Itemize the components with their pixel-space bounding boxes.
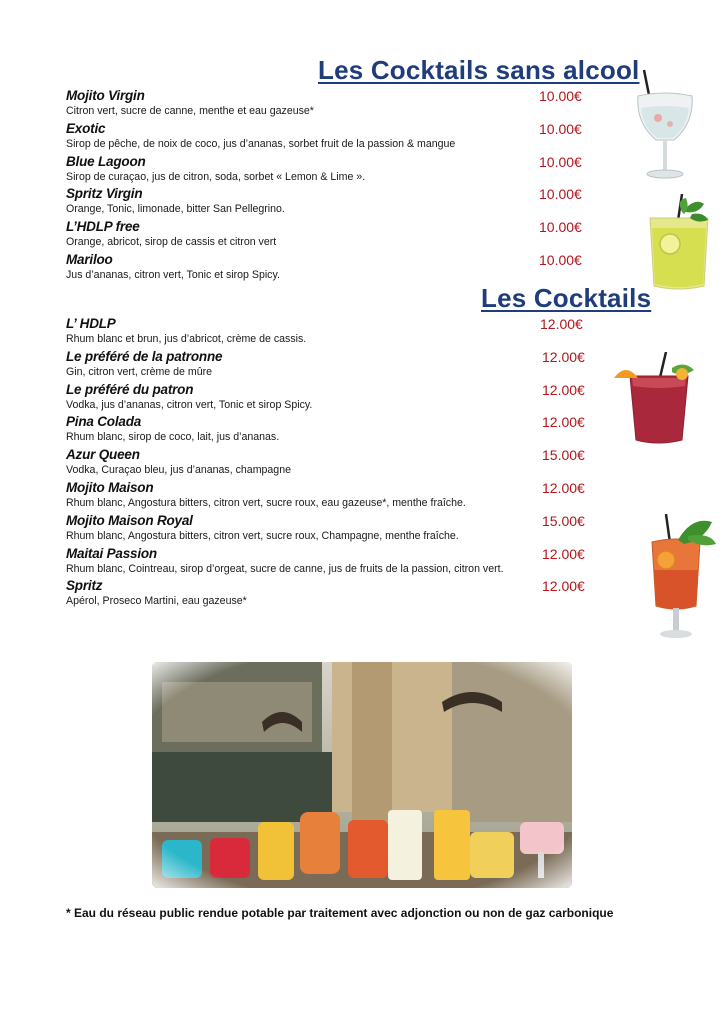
item-description: Rhum blanc, Angostura bitters, citron vert, sucre roux, Champagne, menthe fraîche. [66, 529, 459, 542]
footnote: * Eau du réseau public rendue potable par traitement avec adjonction ou non de gaz carbonique [66, 906, 614, 920]
item-price: 10.00€ [539, 251, 582, 268]
item-name: L’HDLP free [66, 219, 140, 235]
item-name: Mojito Maison [66, 479, 154, 495]
item-name: Mojito Maison Royal [66, 512, 193, 528]
menu-item [66, 88, 596, 121]
item-price: 15.00€ [542, 512, 585, 529]
item-price: 12.00€ [542, 348, 585, 365]
menu-item [66, 252, 596, 285]
menu-item [66, 154, 596, 187]
item-description: Jus d’ananas, citron vert, Tonic et sirop Spicy. [66, 268, 280, 281]
section-title-mocktails: Les Cocktails sans alcool [318, 55, 640, 85]
section-title-cocktails: Les Cocktails [481, 283, 652, 313]
item-name: Pina Colada [66, 414, 142, 430]
item-description: Apérol, Proseco Martini, eau gazeuse* [66, 595, 247, 608]
item-description: Orange, abricot, sirop de cassis et citron vert [66, 236, 277, 249]
item-name: Blue Lagoon [66, 153, 146, 169]
menu-item [66, 186, 596, 219]
red-cocktail-glass-image [612, 352, 698, 448]
item-name: Azur Queen [66, 447, 140, 463]
item-name: Le préféré du patron [66, 381, 194, 397]
item-price: 12.00€ [542, 479, 585, 496]
item-name: Mojito Virgin [66, 88, 145, 103]
item-description: Citron vert, sucre de canne, menthe et eau gazeuse* [66, 105, 314, 117]
item-description: Orange, Tonic, limonade, bitter San Pellegrino. [66, 203, 285, 216]
lemonade-mint-glass-image [646, 194, 712, 292]
item-name: L’ HDLP [66, 316, 116, 331]
mocktail-list [66, 88, 596, 285]
item-price: 10.00€ [539, 120, 582, 137]
menu-item [66, 414, 596, 447]
item-name: Le préféré de la patronne [66, 348, 223, 364]
item-price: 12.00€ [542, 414, 585, 431]
item-description: Sirop de curaçao, jus de citron, soda, sorbet « Lemon & Lime ». [66, 170, 366, 183]
item-name: Spritz Virgin [66, 186, 143, 202]
item-description: Rhum blanc, sirop de coco, lait, jus d’ananas. [66, 431, 280, 444]
menu-item [66, 546, 596, 579]
item-name: Exotic [66, 120, 106, 136]
gin-tonic-glass-image [632, 68, 698, 184]
item-price: 10.00€ [539, 88, 582, 104]
menu-item [66, 447, 596, 480]
menu-item [66, 121, 596, 154]
menu-item [66, 513, 596, 546]
menu-item [66, 382, 596, 415]
item-price: 10.00€ [539, 186, 582, 203]
menu-item [66, 349, 596, 382]
item-price: 10.00€ [539, 219, 582, 236]
item-price: 12.00€ [542, 545, 585, 562]
item-price: 12.00€ [542, 381, 585, 398]
item-description: Rhum blanc, Cointreau, sirop d’orgeat, sucre de canne, jus de fruits de la passion, citron vert. [66, 562, 504, 575]
item-description: Rhum blanc et brun, jus d’abricot, crème de cassis. [66, 333, 307, 345]
item-description: Vodka, Curaçao bleu, jus d’ananas, champagne [66, 464, 291, 477]
item-name: Maitai Passion [66, 545, 157, 561]
item-description: Vodka, jus d’ananas, citron vert, Tonic et sirop Spicy. [66, 398, 313, 411]
menu-item [66, 219, 596, 252]
menu-item [66, 480, 596, 513]
cocktails-terrace-photo [152, 662, 572, 888]
item-description: Rhum blanc, Angostura bitters, citron vert, sucre roux, eau gazeuse*, menthe fraîche. [66, 496, 466, 509]
item-description: Sirop de pêche, de noix de coco, jus d’ananas, sorbet fruit de la passion & mangue [66, 137, 456, 150]
item-price: 12.00€ [540, 316, 583, 332]
item-price: 12.00€ [542, 578, 585, 595]
item-name: Mariloo [66, 251, 113, 267]
item-price: 10.00€ [539, 153, 582, 170]
menu-item [66, 578, 596, 611]
item-name: Spritz [66, 578, 103, 594]
item-description: Gin, citron vert, crème de mûre [66, 365, 213, 378]
orange-cocktail-glass-image [648, 510, 718, 640]
item-price: 15.00€ [542, 447, 585, 464]
menu-item [66, 316, 596, 349]
cocktail-list [66, 316, 596, 611]
